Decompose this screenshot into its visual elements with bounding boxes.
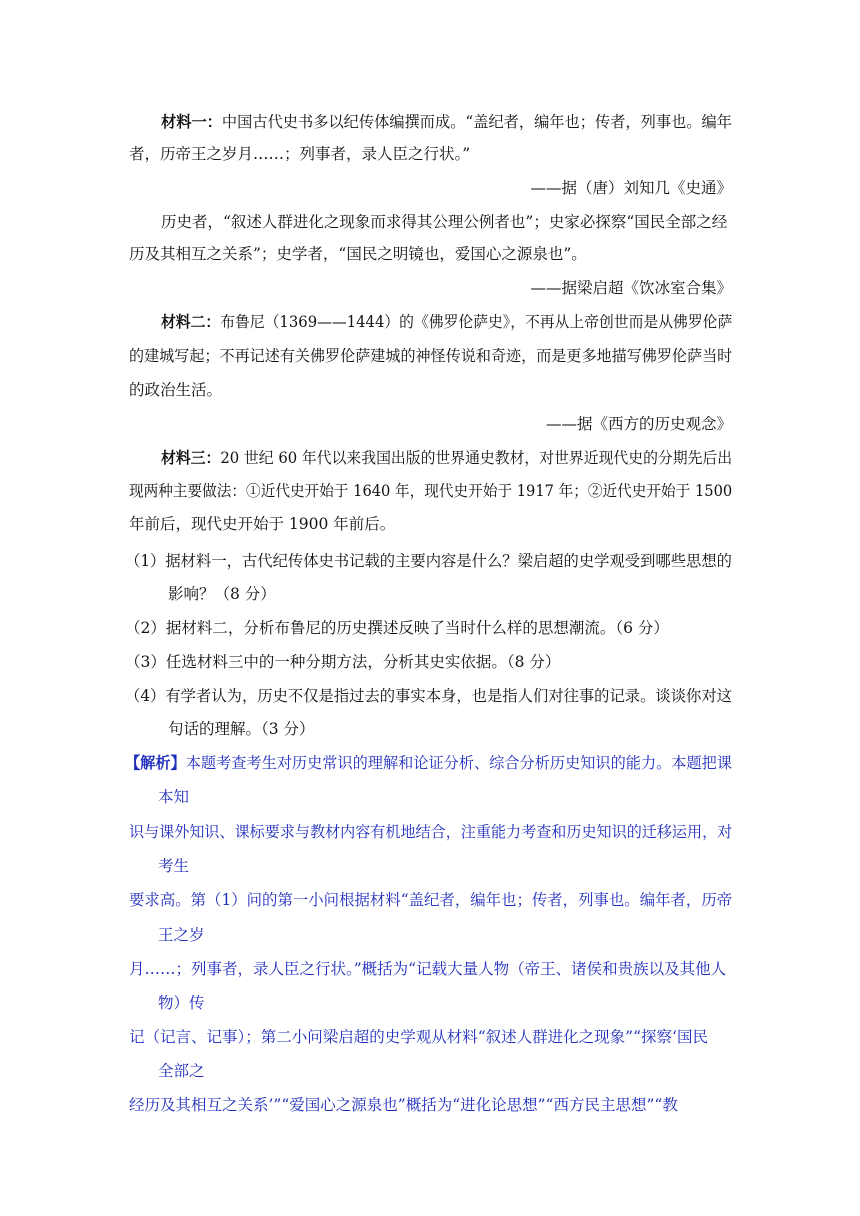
material-1b-line-2: 历及其相互之关系”；史学者，“国民之明镜也，爱国心之源泉也”。 [129, 245, 587, 263]
material-1b-source: ——据梁启超《饮冰室合集》 [530, 279, 732, 297]
material-2-line-1: 材料二：布鲁尼（1369——1444）的《佛罗伦萨史》，不再从上帝创世而是从佛罗伦萨 [161, 312, 733, 331]
analysis-line-9: 记（记言、记事）；第二小问梁启超的史学观从材料“叙述人群进化之现象”“探察‘国民 [129, 1028, 708, 1046]
question-2: （2）据材料二，分析布鲁尼的历史撰述反映了当时什么样的思想潮流。（6 分） [125, 619, 669, 637]
material-3-line-2: 现两种主要做法：①近代史开始于 1640 年，现代史开始于 1917 年；②近代史开始于 1500 [129, 482, 733, 500]
question-1-line-1: （1）据材料一，古代纪传体史书记载的主要内容是什么？梁启超的史学观受到哪些思想的 [125, 552, 733, 570]
material-3-line-3: 年前后，现代史开始于 1900 年前后。 [129, 515, 396, 533]
question-4-line-2: 句话的理解。（3 分） [168, 720, 315, 738]
analysis-line-2: 本知 [158, 788, 190, 806]
material-1b-line-1: 历史者，“叙述人群进化之现象而求得其公理公例者也”；史家必探察“国民全部之经 [161, 213, 728, 231]
analysis-line-6: 王之岁 [158, 926, 205, 944]
analysis-line-11: 经历及其相互之关系’”“爱国心之源泉也”概括为“进化论思想”“西方民主思想”“教 [129, 1096, 678, 1114]
material-1-label: 材料一： [161, 112, 222, 131]
material-1-line-2: 者，历帝王之岁月……；列事者，录人臣之行状。” [129, 145, 471, 163]
analysis-line-4: 考生 [158, 857, 190, 875]
material-3-line-1: 材料三：20 世纪 60 年代以来我国出版的世界通史教材，对世界近现代史的分期先后出 [161, 448, 733, 467]
analysis-tag: 【解析】 [125, 753, 186, 772]
question-4-line-1: （4）有学者认为，历史不仅是指过去的事实本身，也是指人们对往事的记录。谈谈你对这 [125, 687, 733, 705]
material-1-line-1: 材料一：中国古代史书多以纪传体编撰而成。“盖纪者，编年也；传者，列事也。编年 [161, 112, 732, 131]
analysis-line-1: 【解析】本题考查考生对历史常识的理解和论证分析、综合分析历史知识的能力。本题把课 [125, 753, 733, 772]
material-3-label: 材料三： [161, 448, 221, 467]
analysis-line-3: 识与课外知识、课标要求与教材内容有机地结合，注重能力考查和历史知识的迁移运用，对 [129, 823, 733, 841]
analysis-line-5: 要求高。第（1）问的第一小问根据材料“盖纪者，编年也；传者，列事也。编年者，历帝 [129, 891, 733, 909]
material-1-source: ——据（唐）刘知几《史通》 [530, 179, 732, 197]
material-2-line-2: 的建城写起；不再记述有关佛罗伦萨建城的神怪传说和奇迹，而是更多地描写佛罗伦萨当时 [129, 347, 733, 365]
material-2-source: ——据《西方的历史观念》 [545, 415, 732, 433]
question-3: （3）任选材料三中的一种分期方法，分析其史实依据。（8 分） [125, 653, 561, 671]
analysis-line-10: 全部之 [158, 1062, 205, 1080]
analysis-line-8: 物）传 [158, 994, 205, 1012]
analysis-line-7: 月……；列事者，录人臣之行状。”概括为“记载大量人物（帝王、诸侯和贵族以及其他人 [129, 960, 727, 978]
material-2-label: 材料二： [161, 312, 221, 331]
question-1-line-2: 影响？（8 分） [168, 585, 276, 603]
material-2-line-3: 的政治生活。 [129, 381, 223, 399]
